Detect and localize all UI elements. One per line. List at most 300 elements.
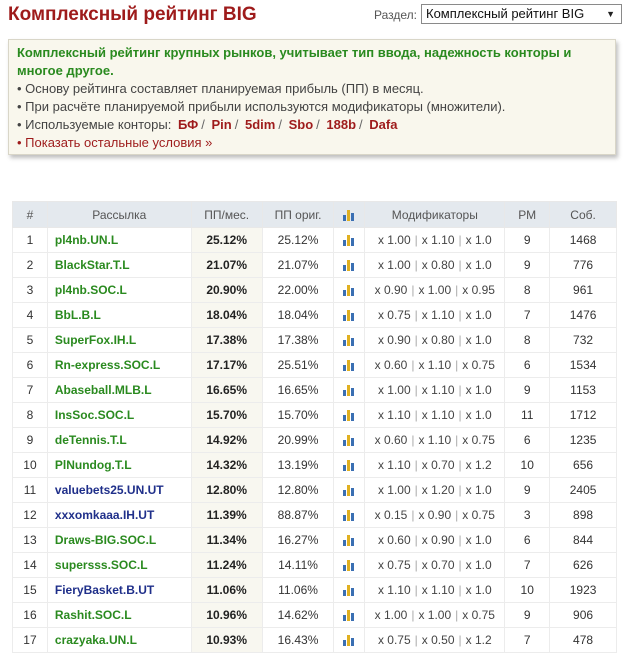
modifier-separator: | <box>411 358 415 372</box>
row-pp-orig: 14.11% <box>262 553 334 578</box>
modifier-1: x 1.10 <box>377 583 411 597</box>
row-name-cell <box>47 253 191 278</box>
info-headline: Комплексный рейтинг крупных рынков, учитывает тип ввода, надежность конторы и многое другое. <box>17 45 572 78</box>
mailing-link[interactable]: SuperFox.IH.L <box>54 333 137 347</box>
table-header-row <box>13 202 617 228</box>
modifier-3: x 1.0 <box>465 558 492 572</box>
row-pp-orig: 18.04% <box>262 303 334 328</box>
bar-chart-icon[interactable] <box>343 310 355 321</box>
table-row <box>13 628 617 653</box>
bar-chart-icon <box>343 210 355 221</box>
row-modifiers <box>365 453 505 478</box>
row-pm: 6 <box>505 428 550 453</box>
modifier-separator: | <box>411 283 415 297</box>
modifier-1: x 1.10 <box>377 408 411 422</box>
row-name-cell <box>47 453 191 478</box>
row-num: 11 <box>13 478 48 503</box>
bar-chart-icon[interactable] <box>343 460 355 471</box>
modifier-separator: | <box>458 533 462 547</box>
col-header-num[interactable]: # <box>13 202 48 228</box>
bar-chart-icon[interactable] <box>343 435 355 446</box>
row-sob: 1153 <box>550 378 617 403</box>
modifier-1: x 0.60 <box>377 533 411 547</box>
row-modifiers <box>365 553 505 578</box>
row-pp-orig: 14.62% <box>262 603 334 628</box>
modifier-separator: | <box>458 258 462 272</box>
row-pm: 9 <box>505 228 550 253</box>
row-modifiers <box>365 578 505 603</box>
row-num: 14 <box>13 553 48 578</box>
row-pp-month: 15.70% <box>191 403 262 428</box>
row-num: 12 <box>13 503 48 528</box>
modifier-3: x 1.0 <box>465 583 492 597</box>
mailing-link[interactable]: Rn-express.SOC.L <box>54 358 161 372</box>
modifier-3: x 0.75 <box>462 358 495 372</box>
modifier-separator: | <box>458 308 462 322</box>
modifier-separator: | <box>414 233 418 247</box>
row-sob: 656 <box>550 453 617 478</box>
row-name-cell <box>47 578 191 603</box>
row-modifiers <box>365 603 505 628</box>
table-row <box>13 603 617 628</box>
modifier-2: x 1.10 <box>421 308 455 322</box>
row-name-cell <box>47 528 191 553</box>
row-pp-orig: 11.06% <box>262 578 334 603</box>
section-select-value: Комплексный рейтинг BIG <box>426 6 585 21</box>
row-name-cell <box>47 478 191 503</box>
row-pp-orig: 17.38% <box>262 328 334 353</box>
row-name-cell <box>47 328 191 353</box>
row-pp-month: 25.12% <box>191 228 262 253</box>
bookie-separator: / <box>359 117 363 132</box>
row-num: 7 <box>13 378 48 403</box>
modifier-separator: | <box>458 233 462 247</box>
row-pp-orig: 12.80% <box>262 478 334 503</box>
col-header-sob[interactable]: Соб. <box>550 202 617 228</box>
bookie-separator: / <box>316 117 320 132</box>
row-modifiers <box>365 303 505 328</box>
modifier-separator: | <box>455 608 459 622</box>
row-pm: 10 <box>505 578 550 603</box>
mailing-link[interactable]: Draws-BIG.SOC.L <box>54 533 157 547</box>
row-chart-cell <box>334 453 365 478</box>
row-pp-month: 20.90% <box>191 278 262 303</box>
row-pp-month: 11.06% <box>191 578 262 603</box>
modifier-1: x 0.75 <box>377 558 411 572</box>
modifier-2: x 0.90 <box>418 508 452 522</box>
row-sob: 1235 <box>550 428 617 453</box>
row-pm: 8 <box>505 278 550 303</box>
bar-chart-icon[interactable] <box>343 410 355 421</box>
mailing-link[interactable]: supersss.SOC.L <box>54 558 148 572</box>
bookie-link-188b[interactable]: 188b <box>326 117 357 132</box>
row-num: 9 <box>13 428 48 453</box>
modifier-2: x 1.00 <box>418 608 452 622</box>
bar-chart-icon[interactable] <box>343 485 355 496</box>
row-num: 4 <box>13 303 48 328</box>
row-modifiers <box>365 403 505 428</box>
modifier-1: x 0.15 <box>374 508 408 522</box>
modifier-separator: | <box>458 558 462 572</box>
mailing-link[interactable]: crazyaka.UN.L <box>54 633 137 647</box>
mailing-link[interactable]: Rashit.SOC.L <box>54 608 132 622</box>
bar-chart-icon[interactable] <box>343 610 355 621</box>
row-pp-month: 21.07% <box>191 253 262 278</box>
row-name-cell <box>47 628 191 653</box>
row-pp-orig: 22.00% <box>262 278 334 303</box>
row-sob: 906 <box>550 603 617 628</box>
table-row <box>13 253 617 278</box>
modifier-separator: | <box>458 483 462 497</box>
row-pp-orig: 16.65% <box>262 378 334 403</box>
info-box <box>8 39 616 155</box>
row-chart-cell <box>334 528 365 553</box>
modifier-separator: | <box>411 433 415 447</box>
row-pm: 7 <box>505 303 550 328</box>
modifier-3: x 1.0 <box>465 383 492 397</box>
modifier-3: x 0.75 <box>462 508 495 522</box>
row-pp-orig: 25.12% <box>262 228 334 253</box>
modifier-separator: | <box>455 358 459 372</box>
row-pp-month: 17.17% <box>191 353 262 378</box>
modifier-1: x 0.75 <box>377 633 411 647</box>
row-chart-cell <box>334 228 365 253</box>
row-pp-month: 10.96% <box>191 603 262 628</box>
row-pp-orig: 88.87% <box>262 503 334 528</box>
page-header <box>0 0 631 34</box>
row-chart-cell <box>334 553 365 578</box>
table-row <box>13 503 617 528</box>
page-title: Комплексный рейтинг BIG <box>8 4 257 25</box>
modifier-2: x 1.20 <box>421 483 455 497</box>
modifier-2: x 0.80 <box>421 258 455 272</box>
modifier-separator: | <box>414 333 418 347</box>
modifier-3: x 1.0 <box>465 483 492 497</box>
col-header-chart <box>334 202 365 228</box>
modifier-1: x 0.90 <box>377 333 411 347</box>
modifier-3: x 1.0 <box>465 308 492 322</box>
bar-chart-icon[interactable] <box>343 335 355 346</box>
row-name-cell <box>47 503 191 528</box>
modifier-2: x 0.70 <box>421 558 455 572</box>
table-row <box>13 378 617 403</box>
row-modifiers <box>365 378 505 403</box>
modifier-3: x 1.0 <box>465 533 492 547</box>
bookie-link-bf[interactable]: БФ <box>177 117 199 132</box>
mailing-link[interactable]: PlNundog.T.L <box>54 458 132 472</box>
modifier-separator: | <box>414 558 418 572</box>
bar-chart-icon[interactable] <box>343 585 355 596</box>
row-chart-cell <box>334 328 365 353</box>
modifier-2: x 0.50 <box>421 633 455 647</box>
modifier-3: x 0.95 <box>462 283 495 297</box>
bookie-separator: / <box>278 117 282 132</box>
modifier-separator: | <box>414 258 418 272</box>
table-row <box>13 228 617 253</box>
modifier-2: x 0.80 <box>421 333 455 347</box>
bar-chart-icon[interactable] <box>343 635 355 646</box>
row-num: 5 <box>13 328 48 353</box>
row-sob: 776 <box>550 253 617 278</box>
modifier-separator: | <box>455 283 459 297</box>
table-row <box>13 403 617 428</box>
bar-chart-icon[interactable] <box>343 535 355 546</box>
row-modifiers <box>365 278 505 303</box>
mailing-link[interactable]: BlackStar.T.L <box>54 258 130 272</box>
modifier-separator: | <box>458 383 462 397</box>
row-pp-orig: 25.51% <box>262 353 334 378</box>
row-name-cell <box>47 303 191 328</box>
bar-chart-icon[interactable] <box>343 360 355 371</box>
row-name-cell <box>47 278 191 303</box>
bookie-link-pin[interactable]: Pin <box>211 117 232 132</box>
section-select[interactable] <box>421 4 622 24</box>
row-modifiers <box>365 228 505 253</box>
bar-chart-icon[interactable] <box>343 560 355 571</box>
row-pm: 6 <box>505 353 550 378</box>
row-pm: 9 <box>505 253 550 278</box>
modifier-separator: | <box>458 583 462 597</box>
mailing-link[interactable]: FieryBasket.B.UT <box>54 583 155 597</box>
row-pp-month: 17.38% <box>191 328 262 353</box>
info-line-bookies <box>17 116 607 134</box>
row-sob: 626 <box>550 553 617 578</box>
row-pm: 9 <box>505 478 550 503</box>
row-pm: 3 <box>505 503 550 528</box>
row-sob: 1534 <box>550 353 617 378</box>
row-num: 1 <box>13 228 48 253</box>
bookie-separator: / <box>234 117 239 132</box>
row-modifiers <box>365 478 505 503</box>
modifier-3: x 0.75 <box>462 608 495 622</box>
row-pp-month: 16.65% <box>191 378 262 403</box>
bar-chart-icon[interactable] <box>343 260 355 271</box>
row-chart-cell <box>334 503 365 528</box>
row-pp-orig: 15.70% <box>262 403 334 428</box>
modifier-3: x 0.75 <box>462 433 495 447</box>
modifier-1: x 0.75 <box>377 308 411 322</box>
modifier-separator: | <box>414 308 418 322</box>
bookie-separator: / <box>201 117 205 132</box>
mailing-link[interactable]: pl4nb.UN.L <box>54 233 119 247</box>
table-row <box>13 553 617 578</box>
row-pp-month: 18.04% <box>191 303 262 328</box>
modifier-separator: | <box>414 408 418 422</box>
row-pm: 6 <box>505 528 550 553</box>
row-pp-month: 10.93% <box>191 628 262 653</box>
row-name-cell <box>47 553 191 578</box>
modifier-1: x 1.00 <box>377 258 411 272</box>
row-num: 10 <box>13 453 48 478</box>
modifier-2: x 1.10 <box>421 408 455 422</box>
row-pp-month: 11.24% <box>191 553 262 578</box>
row-name-cell <box>47 428 191 453</box>
mailing-link[interactable]: xxxomkaaa.IH.UT <box>54 508 155 522</box>
row-chart-cell <box>334 378 365 403</box>
modifier-2: x 0.70 <box>421 458 455 472</box>
bookie-link-sbo[interactable]: Sbo <box>288 117 314 132</box>
table-row <box>13 303 617 328</box>
row-name-cell <box>47 228 191 253</box>
row-num: 8 <box>13 403 48 428</box>
modifier-separator: | <box>414 633 418 647</box>
modifier-2: x 0.90 <box>421 533 455 547</box>
modifier-1: x 0.60 <box>374 358 408 372</box>
table-row <box>13 328 617 353</box>
modifier-2: x 1.10 <box>418 433 452 447</box>
modifier-2: x 1.10 <box>421 583 455 597</box>
row-num: 6 <box>13 353 48 378</box>
table-body <box>13 228 617 653</box>
row-pp-orig: 16.43% <box>262 628 334 653</box>
row-pp-orig: 21.07% <box>262 253 334 278</box>
bookie-link-dafa[interactable]: Dafa <box>369 117 398 132</box>
row-pp-orig: 16.27% <box>262 528 334 553</box>
row-modifiers <box>365 503 505 528</box>
table-row <box>13 353 617 378</box>
col-header-pp-month[interactable]: ПП/мес. <box>191 202 262 228</box>
row-num: 15 <box>13 578 48 603</box>
modifier-separator: | <box>411 508 415 522</box>
row-pm: 7 <box>505 628 550 653</box>
row-sob: 844 <box>550 528 617 553</box>
bar-chart-icon[interactable] <box>343 385 355 396</box>
chevron-down-icon: ▼ <box>606 9 615 19</box>
modifier-1: x 0.60 <box>374 433 408 447</box>
row-chart-cell <box>334 278 365 303</box>
row-pp-orig: 13.19% <box>262 453 334 478</box>
row-name-cell <box>47 378 191 403</box>
table-row <box>13 578 617 603</box>
mailing-link[interactable]: pl4nb.SOC.L <box>54 283 127 297</box>
row-chart-cell <box>334 478 365 503</box>
modifier-separator: | <box>458 333 462 347</box>
row-sob: 961 <box>550 278 617 303</box>
table-row <box>13 428 617 453</box>
modifier-separator: | <box>458 633 462 647</box>
mailing-link[interactable]: InsSoc.SOC.L <box>54 408 135 422</box>
row-modifiers <box>365 253 505 278</box>
info-line-basis: • Основу рейтинга составляет планируемая прибыль (ПП) в месяц. <box>17 81 424 96</box>
bookie-link-5dim[interactable]: 5dim <box>244 117 276 132</box>
modifier-2: x 1.10 <box>421 383 455 397</box>
row-sob: 732 <box>550 328 617 353</box>
row-pp-month: 11.34% <box>191 528 262 553</box>
modifier-1: x 1.00 <box>377 233 411 247</box>
row-pp-orig: 20.99% <box>262 428 334 453</box>
row-sob: 478 <box>550 628 617 653</box>
row-name-cell <box>47 353 191 378</box>
row-name-cell <box>47 403 191 428</box>
table-row <box>13 478 617 503</box>
bookies-label: • Используемые конторы: <box>17 117 172 132</box>
section-label: Раздел: <box>374 8 417 22</box>
row-pp-month: 12.80% <box>191 478 262 503</box>
bar-chart-icon[interactable] <box>343 510 355 521</box>
modifier-separator: | <box>455 508 459 522</box>
modifier-3: x 1.2 <box>465 633 492 647</box>
bar-chart-icon[interactable] <box>343 235 355 246</box>
modifier-separator: | <box>458 458 462 472</box>
row-num: 3 <box>13 278 48 303</box>
modifier-separator: | <box>414 533 418 547</box>
row-pm: 7 <box>505 553 550 578</box>
modifier-separator: | <box>414 583 418 597</box>
show-more-conditions-link[interactable]: • Показать остальные условия » <box>17 135 213 150</box>
row-pm: 9 <box>505 603 550 628</box>
modifier-1: x 1.00 <box>377 383 411 397</box>
mailing-link[interactable]: Abaseball.MLB.L <box>54 383 152 397</box>
table-row <box>13 453 617 478</box>
modifier-separator: | <box>411 608 415 622</box>
row-pm: 8 <box>505 328 550 353</box>
info-line-modifiers: • При расчёте планируемой прибыли используются модификаторы (множители). <box>17 99 506 114</box>
row-modifiers <box>365 628 505 653</box>
col-header-mods[interactable]: Модификаторы <box>365 202 505 228</box>
row-modifiers <box>365 528 505 553</box>
row-num: 16 <box>13 603 48 628</box>
row-sob: 898 <box>550 503 617 528</box>
modifier-separator: | <box>414 383 418 397</box>
row-sob: 1476 <box>550 303 617 328</box>
row-name-cell <box>47 603 191 628</box>
row-chart-cell <box>334 603 365 628</box>
modifier-3: x 1.0 <box>465 333 492 347</box>
modifier-2: x 1.10 <box>418 358 452 372</box>
modifier-separator: | <box>455 433 459 447</box>
row-pp-month: 14.32% <box>191 453 262 478</box>
row-pm: 10 <box>505 453 550 478</box>
row-num: 2 <box>13 253 48 278</box>
table-row <box>13 528 617 553</box>
row-chart-cell <box>334 403 365 428</box>
table-row <box>13 278 617 303</box>
row-chart-cell <box>334 578 365 603</box>
modifier-1: x 1.00 <box>374 608 408 622</box>
row-modifiers <box>365 428 505 453</box>
row-sob: 1923 <box>550 578 617 603</box>
col-header-pp-orig[interactable]: ПП ориг. <box>262 202 334 228</box>
modifier-1: x 1.00 <box>377 483 411 497</box>
row-num: 13 <box>13 528 48 553</box>
modifier-2: x 1.00 <box>418 283 452 297</box>
modifier-separator: | <box>458 408 462 422</box>
row-chart-cell <box>334 428 365 453</box>
row-pm: 11 <box>505 403 550 428</box>
mailing-link[interactable]: BbL.B.L <box>54 308 101 322</box>
modifier-3: x 1.0 <box>465 408 492 422</box>
modifier-1: x 1.10 <box>377 458 411 472</box>
bar-chart-icon[interactable] <box>343 285 355 296</box>
mailing-link[interactable]: deTennis.T.L <box>54 433 127 447</box>
row-chart-cell <box>334 253 365 278</box>
row-num: 17 <box>13 628 48 653</box>
modifier-3: x 1.0 <box>465 233 492 247</box>
col-header-pm[interactable]: РМ <box>505 202 550 228</box>
modifier-3: x 1.2 <box>465 458 492 472</box>
modifier-2: x 1.10 <box>421 233 455 247</box>
modifier-separator: | <box>414 483 418 497</box>
row-pm: 9 <box>505 378 550 403</box>
row-pp-month: 14.92% <box>191 428 262 453</box>
row-chart-cell <box>334 353 365 378</box>
row-pp-month: 11.39% <box>191 503 262 528</box>
modifier-1: x 0.90 <box>374 283 408 297</box>
modifier-3: x 1.0 <box>465 258 492 272</box>
mailing-link[interactable]: valuebets25.UN.UT <box>54 483 164 497</box>
rating-table <box>12 201 617 653</box>
col-header-name[interactable]: Рассылка <box>47 202 191 228</box>
